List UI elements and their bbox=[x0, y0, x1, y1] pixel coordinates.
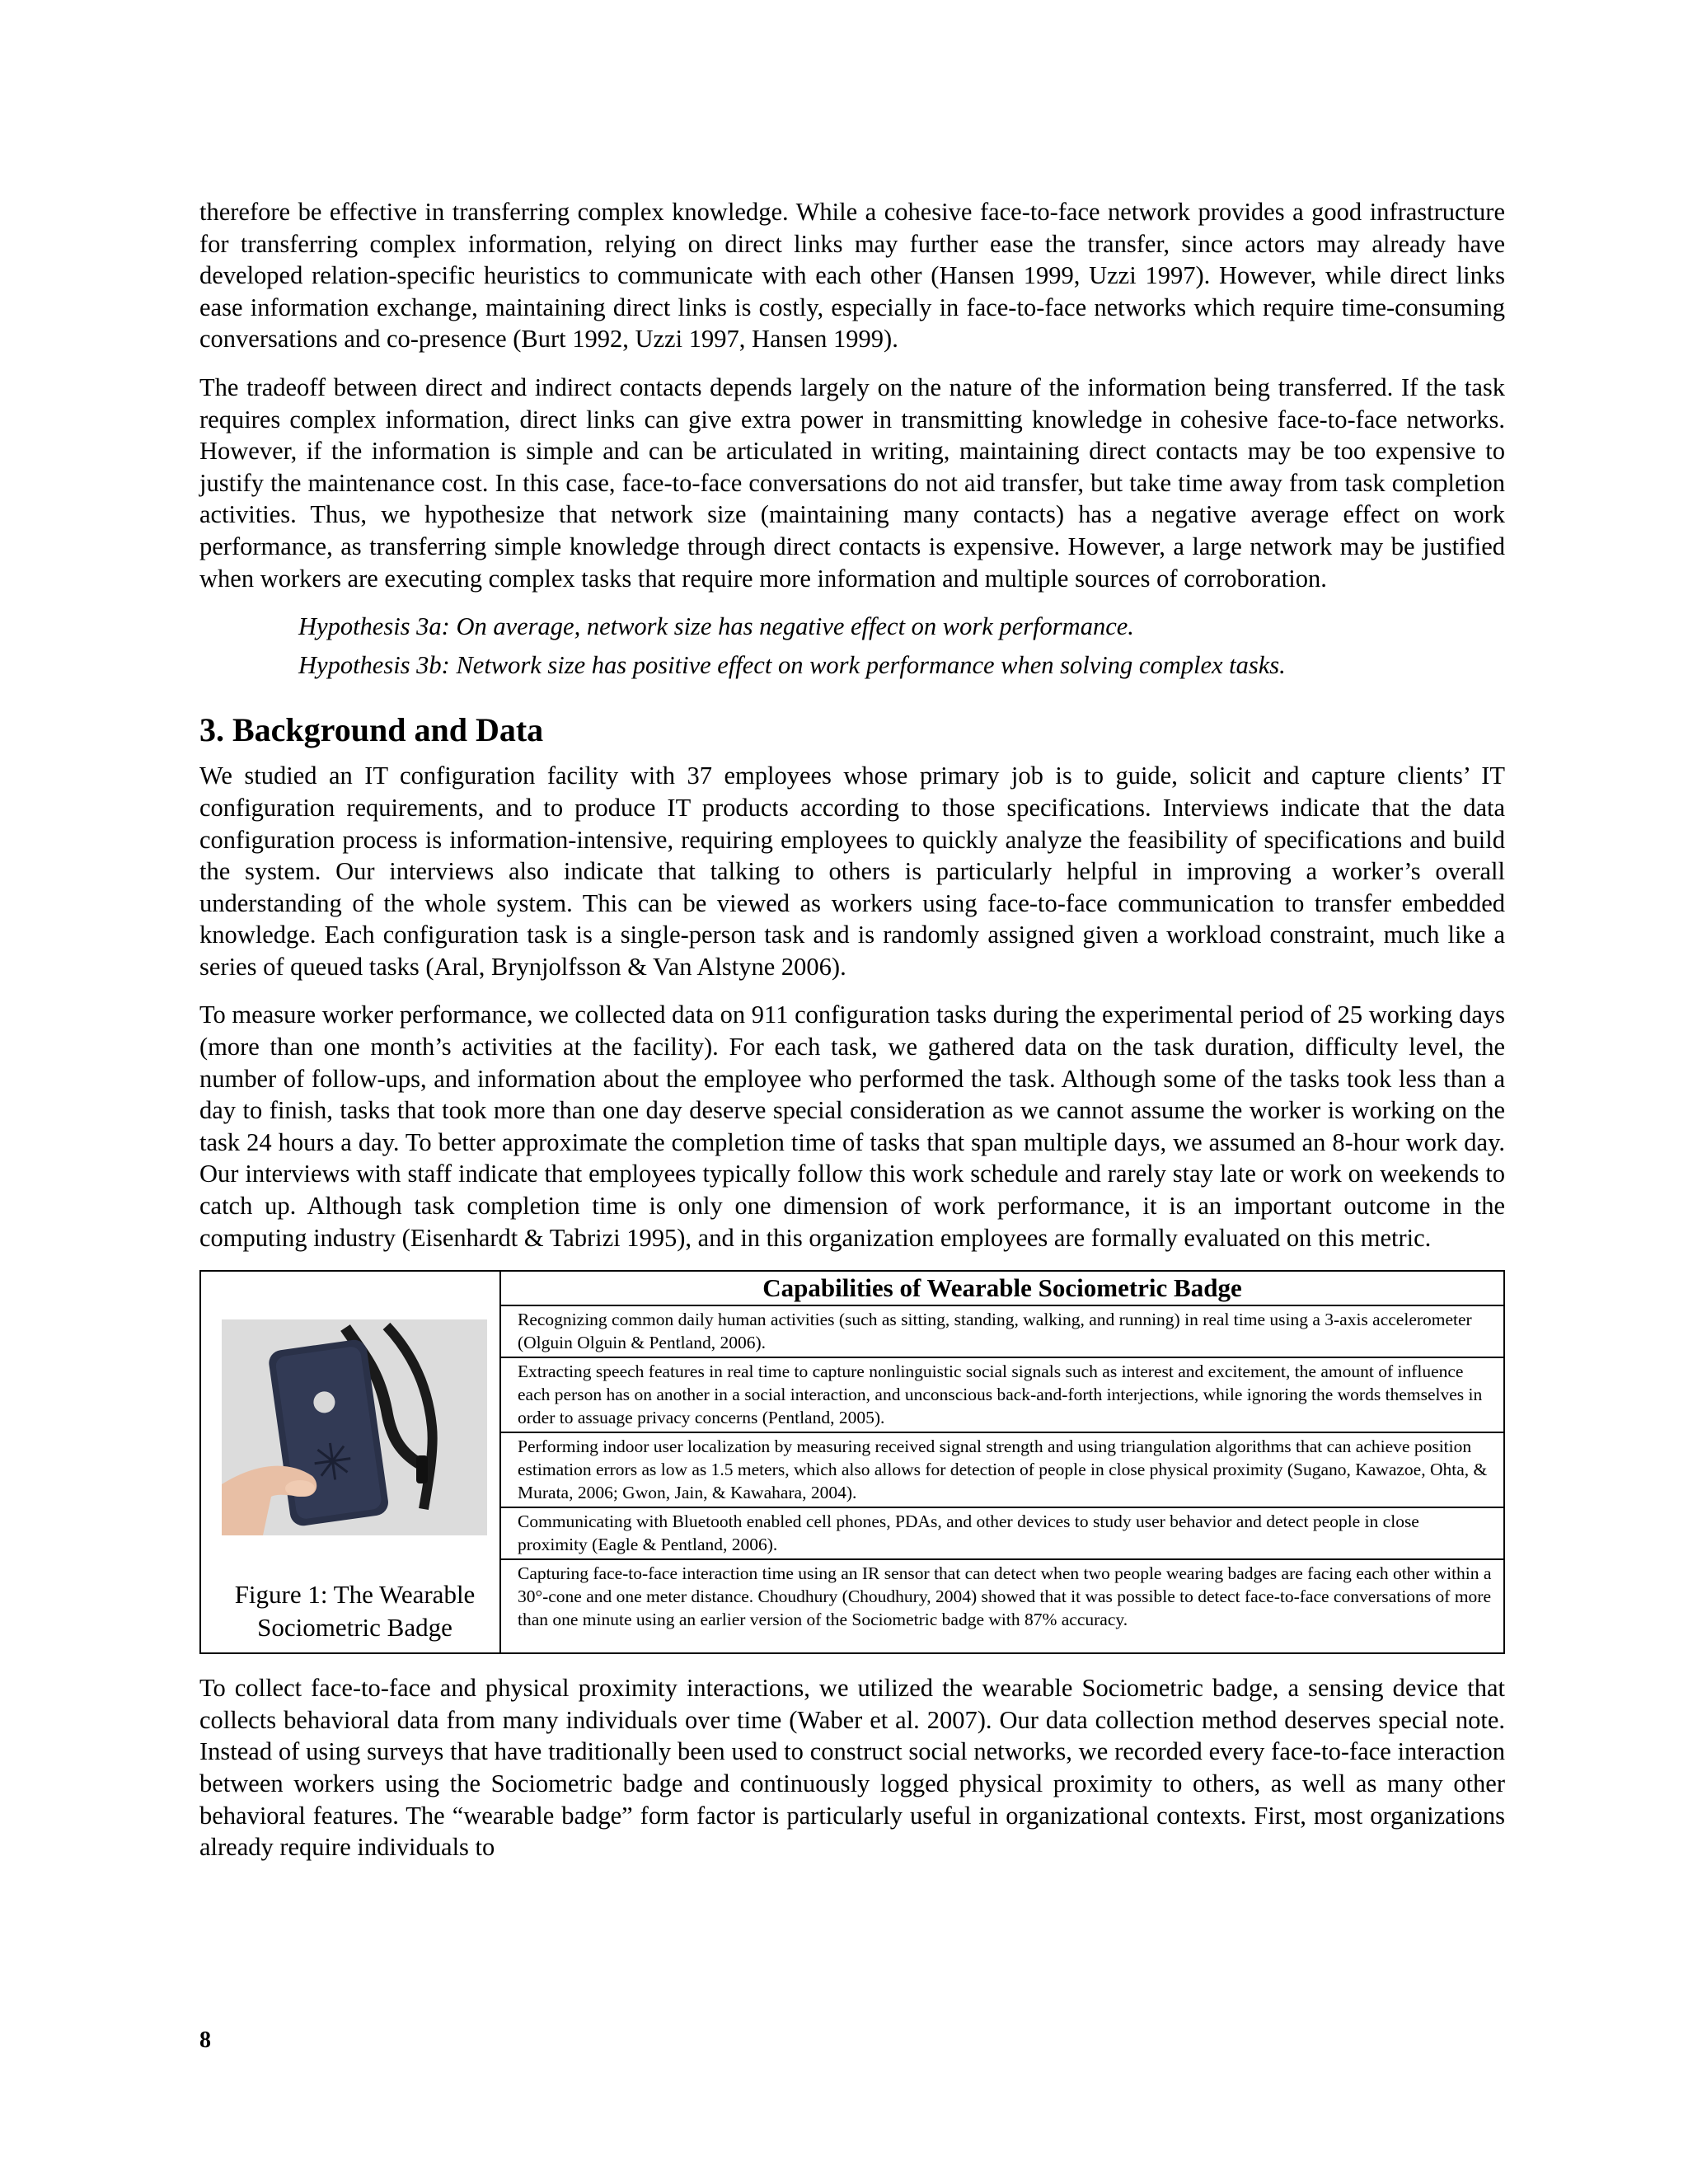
capabilities-column bbox=[500, 1271, 1504, 1653]
paragraph: To measure worker performance, we collected data on 911 configuration tasks during the experimental period of 25 working days (more than one month’s activities at the facility). For each task, we gathered data on the task duration, difficulty level, the number of follow-ups, and information about the employee who performed the task. Although some of the tasks took less than a day to finish, tasks that took more than one day deserve special consideration as we cannot assume the worker is working on the task 24 hours a day. To better approximate the completion time of tasks that span multiple days, we assumed an 8-hour work day. Our interviews with staff indicate that employees typically follow this work schedule and rarely stay late or work on weekends to catch up. Although task completion time is only one dimension of work performance, it is an important outcome in the computing industry (Eisenhardt & Tabrizi 1995), and in this organization employees are formally evaluated on this metric. bbox=[199, 1001, 1505, 1252]
paragraph: therefore be effective in transferring complex knowledge. While a cohesive face-to-face network provides a good infrastructure for transferring complex information, relying on direct links may further ease the transfer, since actors may already have developed relation-specific heuristics to communicate with each other (Hansen 1999, Uzzi 1997). However, while direct links ease information exchange, maintaining direct links is costly, especially in face-to-face networks which require time-consuming conversations and co-presence (Burt 1992, Uzzi 1997, Hansen 1999). bbox=[199, 198, 1505, 354]
section-heading: 3. Background and Data bbox=[199, 711, 544, 749]
paragraph: To collect face-to-face and physical proximity interactions, we utilized the wearable Sociometric badge, a sensing device that collects behavioral data from many individuals over time (Waber et al. 2007). Our data collection method deserves special note. Instead of using surveys that have traditionally been used to construct social networks, we recorded every face-to-face interaction between workers using the Sociometric badge and continuously logged physical proximity to others, as well as many other behavioral features. The “wearable badge” form factor is particularly useful in organizational contexts. First, most organizations already require individuals to bbox=[199, 1674, 1505, 1862]
capability-item: Performing indoor user localization by measuring received signal strength and using triangulation algorithms that can achieve position estimation errors as low as 1.5 meters, which also allows for detection of people in close physical proximity (Sugano, Kawazoe, Ohta, & Murata, 2006; Gwon, Jain, & Kawahara, 2004). bbox=[501, 1433, 1503, 1508]
page-number: 8 bbox=[199, 2027, 211, 2053]
capabilities-table-title: Capabilities of Wearable Sociometric Badge bbox=[501, 1272, 1503, 1306]
paragraph: The tradeoff between direct and indirect contacts depends largely on the nature of the information being transferred. If the task requires complex information, direct links can give extra power in transmitting knowledge in cohesive face-to-face networks. However, if the information is simple and can be articulated in writing, maintaining direct contacts may be too expensive to justify the maintenance cost. In this case, face-to-face conversations do not aid transfer, but take time away from task completion activities. Thus, we hypothesize that network size (maintaining many contacts) has a negative average effect on work performance, as transferring simple knowledge through direct contacts is expensive. However, a large network may be justified when workers are executing complex tasks that require more information and multiple sources of corroboration. bbox=[199, 373, 1505, 593]
capabilities-table bbox=[199, 1270, 1505, 1654]
capability-item: Recognizing common daily human activities (such as sitting, standing, walking, and running) in real time using a 3-axis accelerometer (Olguin Olguin & Pentland, 2006). bbox=[501, 1306, 1503, 1358]
hypotheses-block bbox=[199, 611, 1505, 681]
sociometric-badge-photo bbox=[222, 1319, 487, 1535]
paragraph: We studied an IT configuration facility with 37 employees whose primary job is to guide, solicit and capture clients’ IT configuration requirements, and to produce IT products according to those specifications. Interviews indicate that the data configuration process is information-intensive, requiring employees to quickly analyze the feasibility of specifications and build the system. Our interviews also indicate that talking to others is particularly helpful in improving a worker’s overall understanding of the whole system. This can be viewed as workers using face-to-face communication to transfer embedded knowledge. Each configuration task is a single-person task and is randomly assigned given a workload constraint, much like a series of queued tasks (Aral, Brynjolfsson & Van Alstyne 2006). bbox=[199, 762, 1505, 981]
badge-illustration bbox=[222, 1319, 487, 1535]
capability-item: Communicating with Bluetooth enabled cell phones, PDAs, and other devices to study user behavior and detect people in close proximity (Eagle & Pentland, 2006). bbox=[501, 1508, 1503, 1560]
figure-caption: Figure 1: The Wearable Sociometric Badge bbox=[234, 1580, 476, 1643]
hypothesis-3a: Hypothesis 3a: On average, network size has negative effect on work performance. bbox=[298, 612, 1134, 641]
capability-item: Extracting speech features in real time to capture nonlinguistic social signals such as interest and excitement, the amount of influence each person has on another in a social interaction, and unconscious back-and-forth interjections, while ignoring the words themselves in order to assuage privacy concerns (Pentland, 2005). bbox=[501, 1358, 1503, 1433]
capability-item: Capturing face-to-face interaction time using an IR sensor that can detect when two people wearing badges are facing each other within a 30°-cone and one meter distance. Choudhury (Choudhury, 2004) showed that it was possible to detect face-to-face conversations of more than one minute using an earlier version of the Sociometric badge with 87% accuracy. bbox=[518, 1563, 1492, 1630]
figure-cell bbox=[200, 1271, 500, 1653]
page-content bbox=[199, 196, 1505, 1880]
hypothesis-3b: Hypothesis 3b: Network size has positive effect on work performance when solving complex tasks. bbox=[298, 650, 1286, 679]
